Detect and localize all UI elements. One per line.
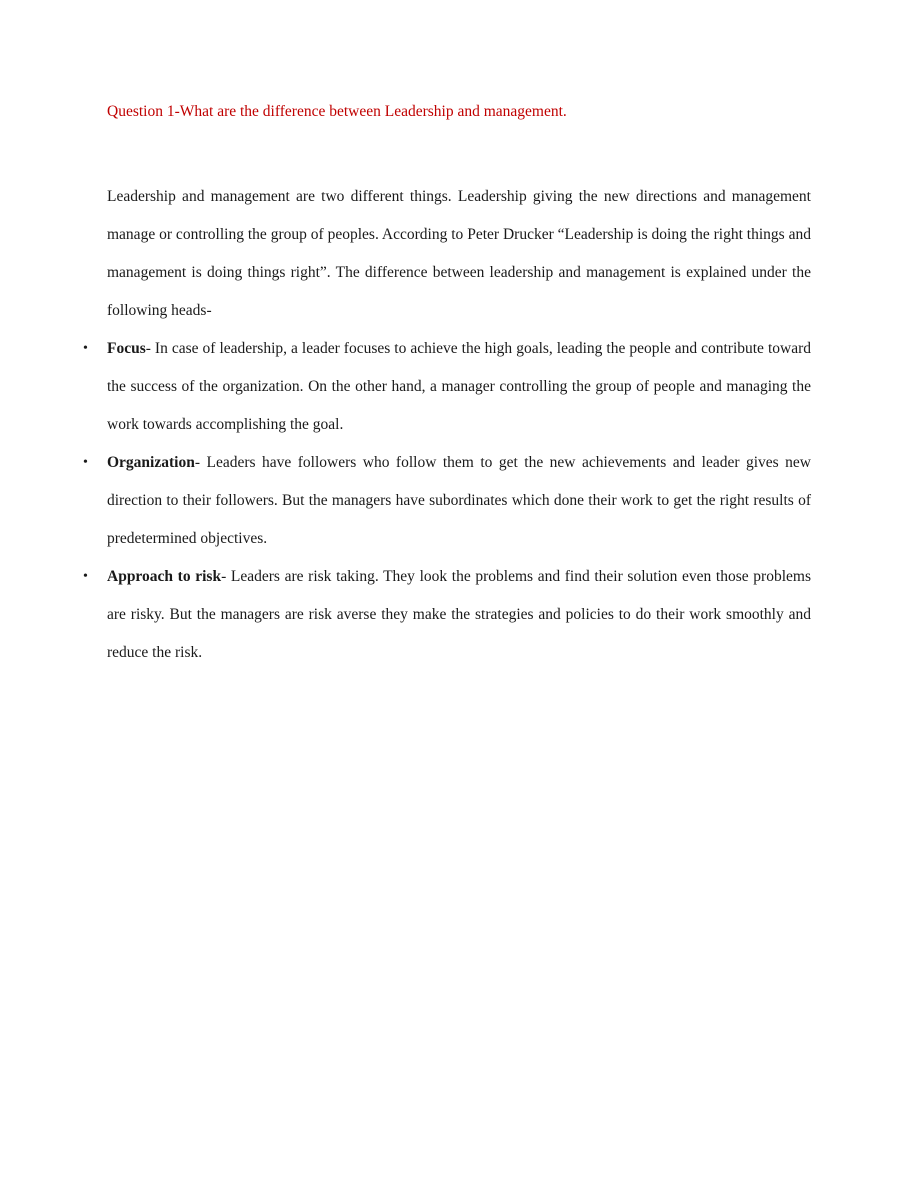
bullet-dot-icon: • (83, 455, 88, 470)
intro-paragraph: Leadership and management are two different things. Leadership giving the new directions and management manage or controlling the group of peoples. According to Peter Drucker “Leadership is doing the right things and management is doing things right”. The difference between leadership and management is explained under the following heads- (107, 188, 811, 319)
bullet-term: Approach to risk (107, 568, 222, 585)
bullet-item-approach-to-risk (83, 558, 811, 672)
bullet-dot-icon: • (83, 569, 88, 584)
bullet-dot-icon: • (83, 341, 88, 356)
bullet-body: - Leaders are risk taking. They look the problems and find their solution even those problems are risky. But the managers are risk averse they make the strategies and policies to do their work smoothly and reduce the risk. (107, 568, 811, 661)
bullet-item-focus (83, 330, 811, 444)
bullet-body: - In case of leadership, a leader focuses to achieve the high goals, leading the people and contribute toward the success of the organization. On the other hand, a manager controlling the group of people and managing the work towards accomplishing the goal. (107, 340, 811, 433)
bullet-body: - Leaders have followers who follow them to get the new achievements and leader gives new direction to their followers. But the managers have subordinates which done their work to get the right results of predetermined objectives. (107, 454, 811, 547)
question-heading: Question 1-What are the difference between Leadership and management. (107, 103, 567, 120)
bullet-list (83, 330, 811, 672)
bullet-term: Focus (107, 340, 146, 357)
bullet-item-organization (83, 444, 811, 558)
bullet-term: Organization (107, 454, 195, 471)
